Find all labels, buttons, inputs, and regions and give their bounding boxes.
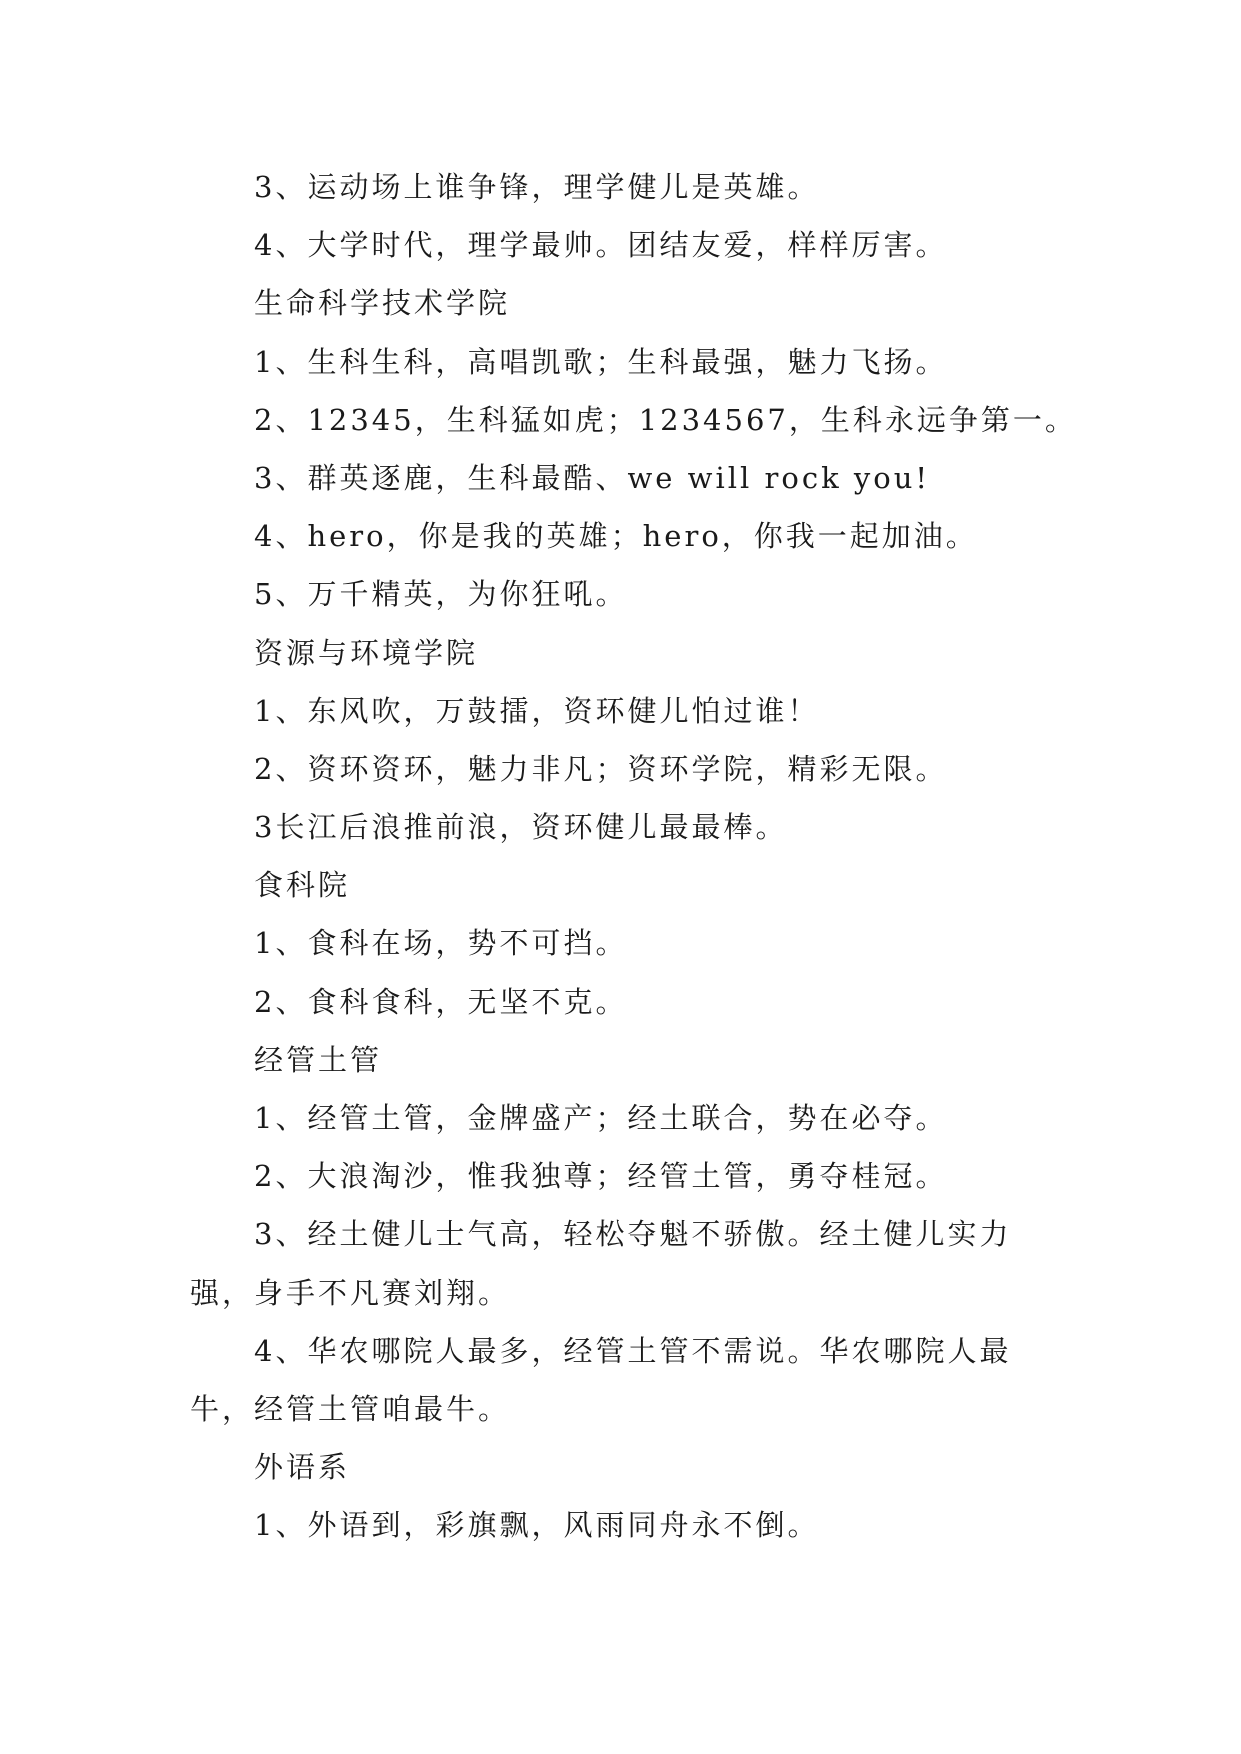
text-line: 2、食科食科，无坚不克。 [254, 984, 628, 1019]
document-body [190, 158, 1077, 1555]
section-heading: 资源与环境学院 [254, 635, 479, 670]
text-line: 5、万千精英，为你狂吼。 [254, 577, 628, 612]
text-line: 3长江后浪推前浪，资环健儿最最棒。 [254, 810, 788, 845]
text-line: 1、东风吹，万鼓擂，资环健儿怕过谁！ [254, 693, 820, 728]
text-line: 1、外语到，彩旗飘，风雨同舟永不倒。 [254, 1508, 820, 1543]
text-line: 2、12345，生科猛如虎；1234567，生科永远争第一。 [254, 402, 1077, 437]
text-line: 2、资环资环，魅力非凡；资环学院，精彩无限。 [254, 751, 948, 786]
section-heading: 外语系 [254, 1450, 351, 1485]
text-paragraph: 4、华农哪院人最多，经管土管不需说。华农哪院人最牛，经管土管咱最牛。 [190, 1333, 1012, 1426]
text-line: 3、运动场上谁争锋，理学健儿是英雄。 [254, 170, 820, 204]
text-line: 4、大学时代，理学最帅。团结友爱，样样厉害。 [254, 228, 948, 263]
text-line: 4、hero，你是我的英雄；hero，你我一起加油。 [254, 519, 978, 554]
text-line: 2、大浪淘沙，惟我独尊；经管土管，勇夺桂冠。 [254, 1159, 948, 1194]
text-line: 3、群英逐鹿，生科最酷、we will rock you! [254, 460, 931, 495]
text-line: 1、食科在场，势不可挡。 [254, 926, 628, 961]
text-line: 1、生科生科，高唱凯歌；生科最强，魅力飞扬。 [254, 344, 948, 379]
text-line: 1、经管土管，金牌盛产；经土联合，势在必夺。 [254, 1101, 948, 1135]
text-paragraph: 3、经土健儿士气高，轻松夺魁不骄傲。经土健儿实力强，身手不凡赛刘翔。 [190, 1217, 1012, 1310]
section-heading: 经管土管 [254, 1042, 383, 1077]
section-heading: 食科院 [254, 868, 351, 903]
section-heading: 生命科学技术学院 [254, 286, 511, 321]
